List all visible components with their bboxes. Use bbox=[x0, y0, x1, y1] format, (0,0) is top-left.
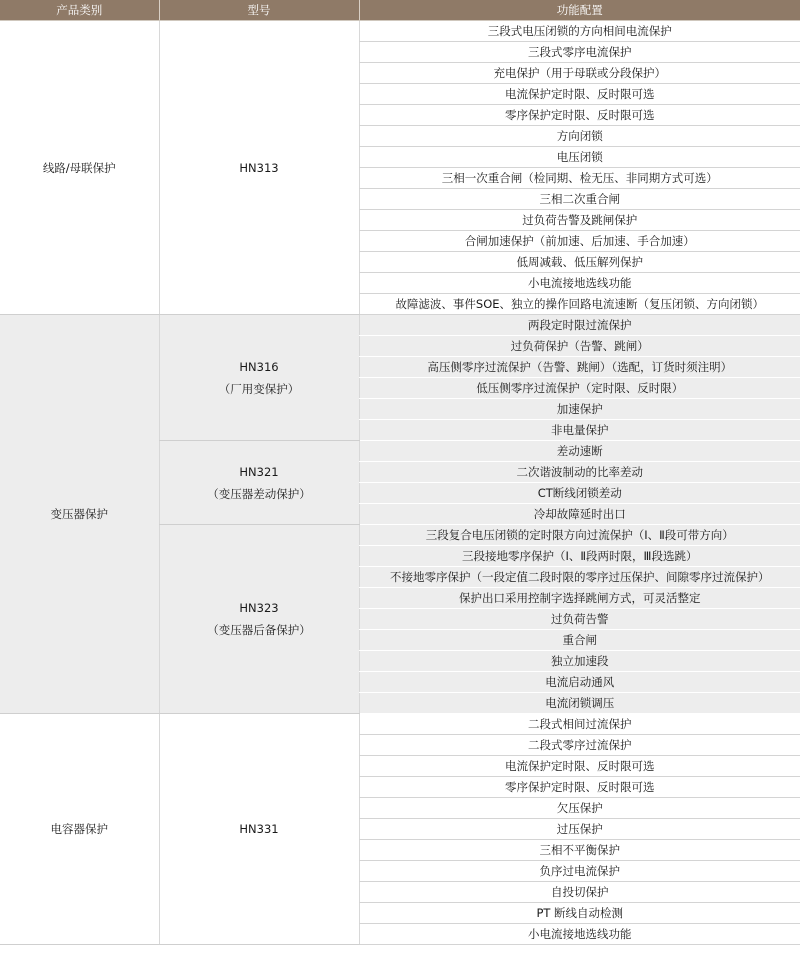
function-item: 充电保护（用于母联或分段保护） bbox=[359, 63, 800, 84]
function-item: 零序保护定时限、反时限可选 bbox=[359, 105, 800, 126]
function-item: 零序保护定时限、反时限可选 bbox=[359, 777, 800, 798]
function-item: 加速保护 bbox=[359, 399, 800, 420]
function-item: 故障滤波、事件SOE、独立的操作回路电流速断（复压闭锁、方向闭锁） bbox=[359, 294, 800, 315]
category-cell bbox=[0, 21, 159, 315]
table-row bbox=[0, 315, 800, 336]
model-note: （厂用变保护） bbox=[218, 381, 300, 396]
table-row bbox=[0, 21, 800, 42]
function-item: 冷却故障延时出口 bbox=[359, 504, 800, 525]
category-label: 变压器保护 bbox=[50, 507, 108, 521]
function-item: 不接地零序保护（一段定值二段时限的零序过压保护、间隙零序过流保护） bbox=[359, 567, 800, 588]
function-item: 电流启动通风 bbox=[359, 672, 800, 693]
function-item: 电流保护定时限、反时限可选 bbox=[359, 756, 800, 777]
header-category: 产品类别 bbox=[0, 0, 159, 21]
function-item: 非电量保护 bbox=[359, 420, 800, 441]
function-item: 小电流接地选线功能 bbox=[359, 924, 800, 945]
function-item: CT断线闭锁差动 bbox=[359, 483, 800, 504]
model-note: （变压器差动保护） bbox=[207, 486, 311, 501]
category-cell bbox=[0, 315, 159, 714]
table-header-row bbox=[0, 0, 800, 21]
group-capacitor-protection bbox=[0, 714, 800, 945]
function-item: 二段式相间过流保护 bbox=[359, 714, 800, 735]
function-item: 独立加速段 bbox=[359, 651, 800, 672]
function-item: 欠压保护 bbox=[359, 798, 800, 819]
function-item: 三段复合电压闭锁的定时限方向过流保护（Ⅰ、Ⅱ段可带方向） bbox=[359, 525, 800, 546]
function-item: 电流保护定时限、反时限可选 bbox=[359, 84, 800, 105]
category-label: 电容器保护 bbox=[50, 822, 108, 836]
group-line-bus-protection bbox=[0, 21, 800, 315]
model-name: HN331 bbox=[239, 822, 279, 836]
function-item: 保护出口采用控制字选择跳闸方式，可灵活整定 bbox=[359, 588, 800, 609]
function-item: 三相二次重合闸 bbox=[359, 189, 800, 210]
model-name: HN316 bbox=[239, 359, 279, 374]
function-item: 二次谐波制动的比率差动 bbox=[359, 462, 800, 483]
function-item: 负序过电流保护 bbox=[359, 861, 800, 882]
function-item: 合闸加速保护（前加速、后加速、手合加速） bbox=[359, 231, 800, 252]
function-item: 三段式电压闭锁的方向相间电流保护 bbox=[359, 21, 800, 42]
function-item: 三相不平衡保护 bbox=[359, 840, 800, 861]
category-label: 线路/母联保护 bbox=[42, 160, 116, 175]
table-row bbox=[0, 714, 800, 735]
function-item: 小电流接地选线功能 bbox=[359, 273, 800, 294]
function-item: 过负荷保护（告警、跳闸） bbox=[359, 336, 800, 357]
function-item: 差动速断 bbox=[359, 441, 800, 462]
header-model: 型号 bbox=[159, 0, 359, 21]
model-cell bbox=[159, 441, 359, 525]
group-transformer-protection bbox=[0, 315, 800, 714]
function-item: 过负荷告警 bbox=[359, 609, 800, 630]
function-item: 电流闭锁调压 bbox=[359, 693, 800, 714]
category-cell bbox=[0, 714, 159, 945]
function-item: 二段式零序过流保护 bbox=[359, 735, 800, 756]
function-item: 高压侧零序过流保护（告警、跳闸）（选配，订货时须注明） bbox=[359, 357, 800, 378]
model-cell bbox=[159, 525, 359, 714]
model-cell bbox=[159, 315, 359, 441]
function-item: 低周减载、低压解列保护 bbox=[359, 252, 800, 273]
header-functions: 功能配置 bbox=[359, 0, 800, 21]
function-item: 三段接地零序保护（Ⅰ、Ⅱ段两时限，Ⅲ段选跳） bbox=[359, 546, 800, 567]
function-item: 三段式零序电流保护 bbox=[359, 42, 800, 63]
function-item: 三相一次重合闸（检同期、检无压、非同期方式可选） bbox=[359, 168, 800, 189]
model-name: HN321 bbox=[239, 464, 279, 479]
function-item: 过压保护 bbox=[359, 819, 800, 840]
model-cell bbox=[159, 714, 359, 945]
model-name: HN323 bbox=[239, 601, 279, 615]
function-item: 重合闸 bbox=[359, 630, 800, 651]
function-item: 电压闭锁 bbox=[359, 147, 800, 168]
model-cell bbox=[159, 21, 359, 315]
function-item: 两段定时限过流保护 bbox=[359, 315, 800, 336]
function-item: 方向闭锁 bbox=[359, 126, 800, 147]
model-name: HN313 bbox=[239, 160, 279, 175]
model-note: （变压器后备保护） bbox=[207, 623, 311, 637]
function-item: PT 断线自动检测 bbox=[359, 903, 800, 924]
function-item: 自投切保护 bbox=[359, 882, 800, 903]
function-item: 低压侧零序过流保护（定时限、反时限） bbox=[359, 378, 800, 399]
function-item: 过负荷告警及跳闸保护 bbox=[359, 210, 800, 231]
